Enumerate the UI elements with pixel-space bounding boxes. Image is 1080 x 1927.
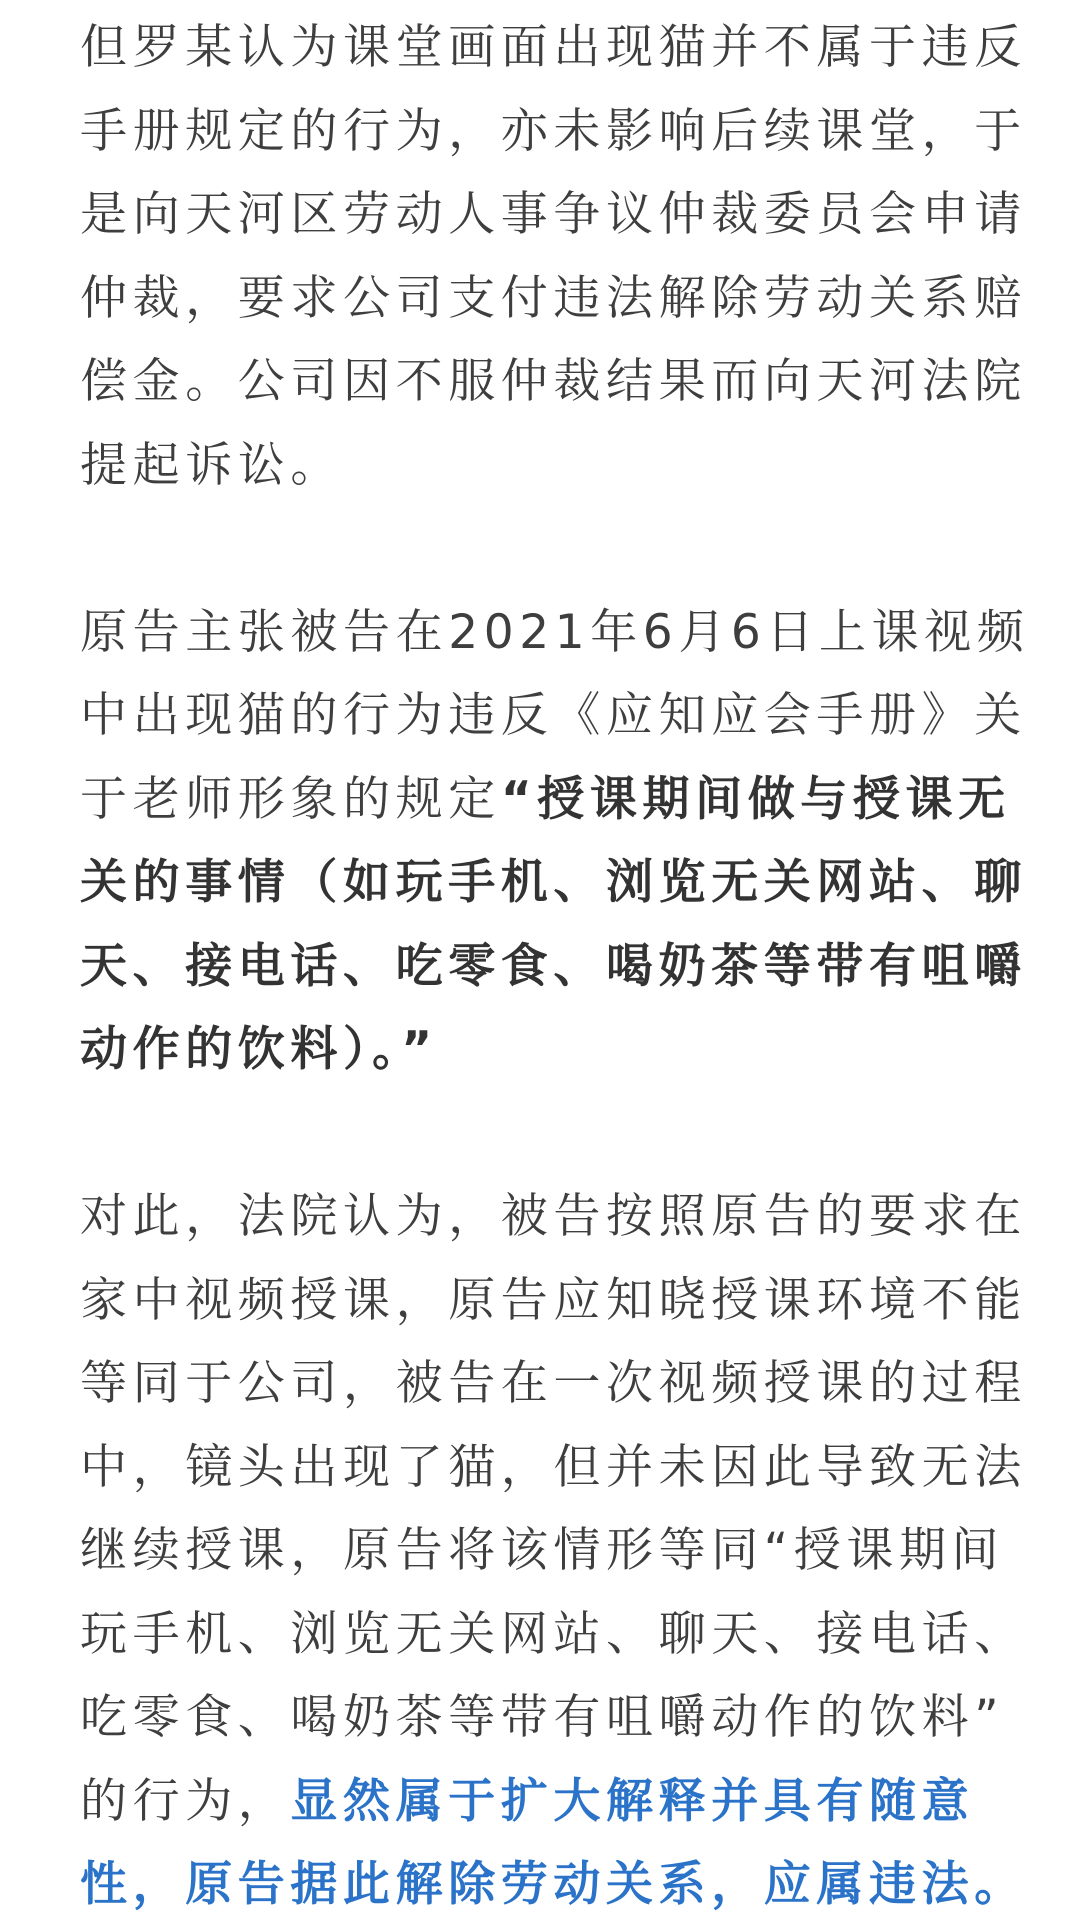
highlighted-conclusion: 显然属于扩大解释并具有随意 <box>290 1773 975 1829</box>
paragraph-court-ruling <box>80 1175 1027 1927</box>
text-line: 原告主张被告在2021年6月6日上课视频 <box>80 604 1030 660</box>
text-line: 家中视频授课，原告应知晓授课环境不能 <box>80 1272 1027 1328</box>
highlighted-conclusion: 性，原告据此解除劳动关系，应属违法。 <box>80 1857 1027 1912</box>
paragraph-spacer <box>80 507 1000 591</box>
paragraph-arbitration <box>80 6 1027 507</box>
quoted-rule-text: 关的事情（如玩手机、浏览无关网站、聊 <box>80 855 1027 910</box>
text-line: 仲裁，要求公司支付违法解除劳动关系赔 <box>80 270 1027 326</box>
text-segment: 的行为， <box>80 1773 291 1829</box>
quoted-rule-text: 天、接电话、吃零食、喝奶茶等带有咀嚼 <box>80 938 1027 994</box>
paragraph-plaintiff-claim <box>80 591 1030 1092</box>
text-line: 继续授课，原告将该情形等同“授课期间 <box>80 1523 1005 1578</box>
text-line: 等同于公司，被告在一次视频授课的过程 <box>80 1356 1027 1411</box>
text-line <box>80 1760 1000 1844</box>
text-line: 中，镜头出现了猫，但并未因此导致无法 <box>80 1439 1027 1495</box>
text-line: 玩手机、浏览无关网站、聊天、接电话、 <box>80 1606 1027 1662</box>
text-segment: 于老师形象的规定 <box>80 771 501 827</box>
quoted-rule-text: “授课期间做与授课无 <box>500 771 1011 827</box>
text-line: 提起诉讼。 <box>80 437 343 493</box>
text-line: 吃零食、喝奶茶等带有咀嚼动作的饮料” <box>80 1690 1005 1745</box>
text-line: 对此，法院认为，被告按照原告的要求在 <box>80 1189 1027 1244</box>
text-line <box>80 758 1011 842</box>
text-line: 手册规定的行为，亦未影响后续课堂，于 <box>80 103 1027 159</box>
text-line: 偿金。公司因不服仲裁结果而向天河法院 <box>80 354 1027 409</box>
text-line: 中出现猫的行为违反《应知应会手册》关 <box>80 688 1027 743</box>
article-body <box>80 6 1030 1927</box>
text-line: 是向天河区劳动人事争议仲裁委员会申请 <box>80 187 1027 242</box>
text-line: 但罗某认为课堂画面出现猫并不属于违反 <box>80 20 1027 75</box>
quoted-rule-text: 动作的饮料）。” <box>80 1022 438 1077</box>
paragraph-spacer <box>80 1092 1000 1176</box>
